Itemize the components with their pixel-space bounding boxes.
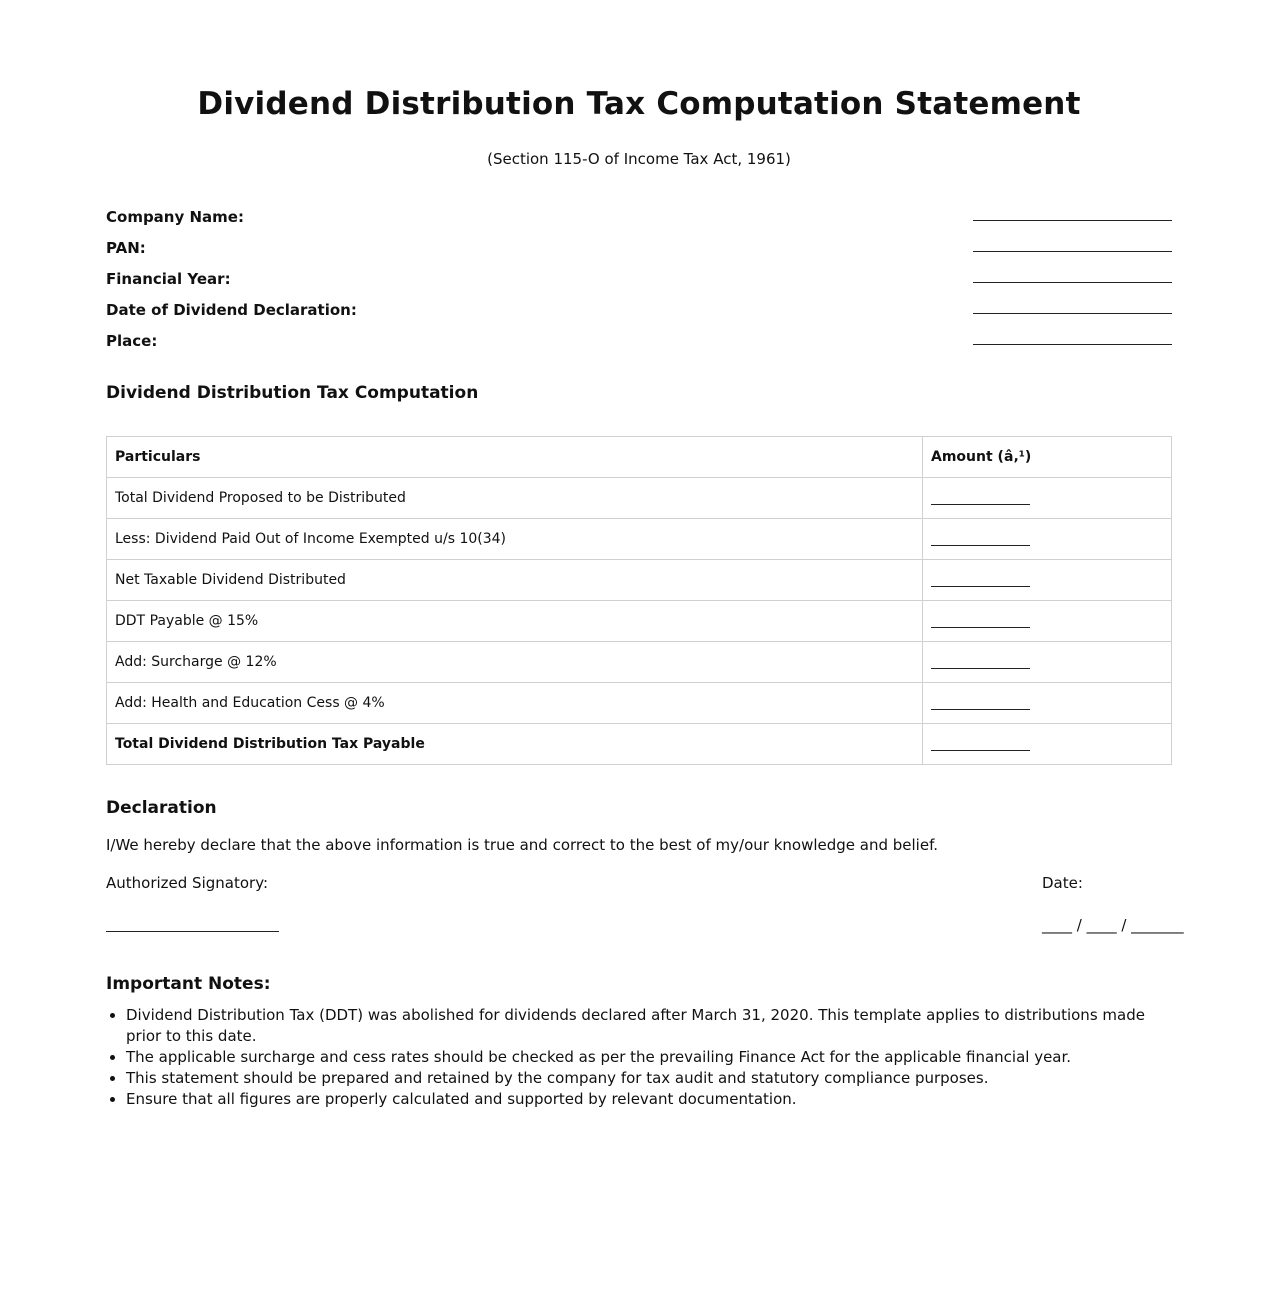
- total-amount-cell: [923, 724, 1172, 765]
- table-row: [107, 683, 1172, 724]
- row-particular: Total Dividend Proposed to be Distributed: [107, 478, 923, 519]
- row-particular: Add: Surcharge @ 12%: [107, 642, 923, 683]
- info-row-place: [106, 330, 1172, 361]
- notes-heading: Important Notes:: [106, 974, 271, 994]
- row-particular: DDT Payable @ 15%: [107, 601, 923, 642]
- place-label: Place:: [106, 332, 158, 350]
- company-name-label: Company Name:: [106, 208, 244, 226]
- info-row-pan: [106, 237, 1172, 268]
- amount-field[interactable]: [931, 697, 1030, 710]
- info-row-company-name: [106, 206, 1172, 237]
- row-amount-cell: [923, 519, 1172, 560]
- computation-table: [106, 436, 1172, 765]
- company-info-section: [106, 206, 1172, 361]
- row-particular: Less: Dividend Paid Out of Income Exempted u/s 10(34): [107, 519, 923, 560]
- amount-field[interactable]: [931, 656, 1030, 669]
- amount-column-header: Amount (â‚¹): [923, 437, 1172, 478]
- total-amount-field[interactable]: [931, 738, 1030, 751]
- amount-field[interactable]: [931, 492, 1030, 505]
- financial-year-label: Financial Year:: [106, 270, 231, 288]
- table-row: [107, 642, 1172, 683]
- notes-list: [106, 1005, 1172, 1110]
- table-row: [107, 601, 1172, 642]
- table-row: [107, 519, 1172, 560]
- row-amount-cell: [923, 560, 1172, 601]
- date-label: Date:: [1042, 874, 1083, 892]
- total-row: [107, 724, 1172, 765]
- document-subtitle: (Section 115-O of Income Tax Act, 1961): [487, 150, 791, 168]
- date-field[interactable]: ____ / ____ / _______: [1042, 916, 1184, 934]
- row-amount-cell: [923, 642, 1172, 683]
- info-row-declaration-date: [106, 299, 1172, 330]
- declaration-date-label: Date of Dividend Declaration:: [106, 301, 357, 319]
- signatory-label: Authorized Signatory:: [106, 874, 269, 892]
- info-row-financial-year: [106, 268, 1172, 299]
- row-amount-cell: [923, 683, 1172, 724]
- list-item: • The applicable surcharge and cess rates should be checked as per the prevailing Finance Act for the applicable financial year.: [126, 1047, 1172, 1068]
- pan-field[interactable]: [973, 251, 1172, 252]
- list-item: • Dividend Distribution Tax (DDT) was abolished for dividends declared after March 31, 2020. This template applies to distributions made prior to this date.: [126, 1005, 1172, 1047]
- row-amount-cell: [923, 601, 1172, 642]
- company-name-field[interactable]: [973, 220, 1172, 221]
- signature-field[interactable]: [106, 931, 279, 932]
- particulars-column-header: Particulars: [107, 437, 923, 478]
- row-particular: Add: Health and Education Cess @ 4%: [107, 683, 923, 724]
- financial-year-field[interactable]: [973, 282, 1172, 283]
- pan-label: PAN:: [106, 239, 146, 257]
- table-header-row: [107, 437, 1172, 478]
- declaration-date-field[interactable]: [973, 313, 1172, 314]
- computation-heading: Dividend Distribution Tax Computation: [106, 383, 479, 403]
- place-field[interactable]: [973, 344, 1172, 345]
- amount-field[interactable]: [931, 533, 1030, 546]
- table-row: [107, 478, 1172, 519]
- list-item: • Ensure that all figures are properly calculated and supported by relevant documentation.: [126, 1089, 1172, 1110]
- row-amount-cell: [923, 478, 1172, 519]
- document-title: Dividend Distribution Tax Computation Statement: [197, 86, 1081, 122]
- amount-field[interactable]: [931, 615, 1030, 628]
- list-item: • This statement should be prepared and retained by the company for tax audit and statutory compliance purposes.: [126, 1068, 1172, 1089]
- declaration-text: I/We hereby declare that the above information is true and correct to the best of my/our knowledge and belief.: [106, 836, 939, 854]
- row-particular: Net Taxable Dividend Distributed: [107, 560, 923, 601]
- total-particular: Total Dividend Distribution Tax Payable: [107, 724, 923, 765]
- declaration-heading: Declaration: [106, 798, 217, 818]
- amount-field[interactable]: [931, 574, 1030, 587]
- table-row: [107, 560, 1172, 601]
